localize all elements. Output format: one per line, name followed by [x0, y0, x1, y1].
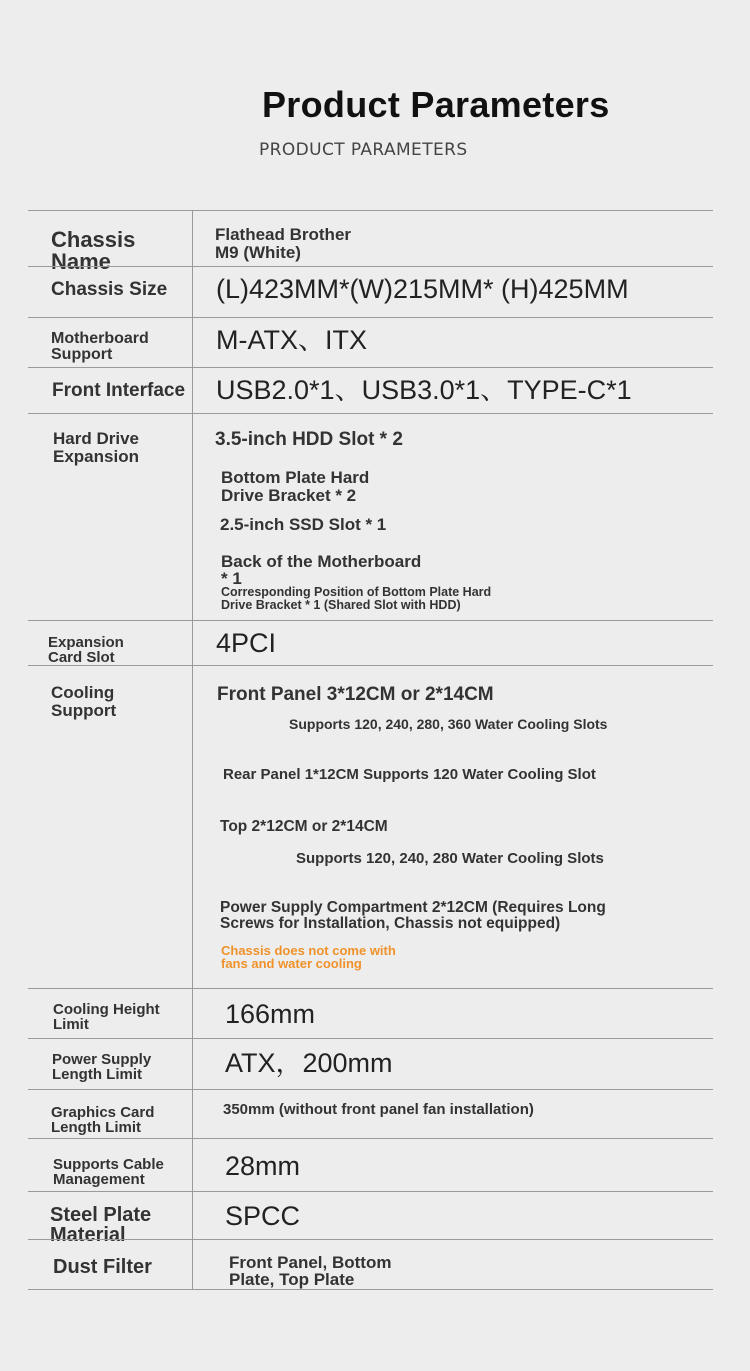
- row-dust: [28, 1239, 713, 1290]
- label-psu-length: Power Supply Length Limit: [52, 1051, 152, 1083]
- row-gpu-length: [28, 1089, 713, 1138]
- hdd-slot: 3.5-inch HDD Slot * 2: [215, 429, 403, 450]
- value-chassis-size: (L)423MM*(W)215MM* (H)425MM: [216, 274, 629, 304]
- label-cable: Supports Cable Management: [53, 1156, 164, 1188]
- row-expansion: [28, 620, 713, 665]
- cooling-note: Chassis does not come with fans and water cooling: [221, 943, 396, 971]
- cooling-top: Top 2*12CM or 2*14CM: [220, 818, 388, 835]
- label-motherboard: Motherboard Support: [51, 330, 149, 363]
- row-front-interface: [28, 367, 713, 413]
- value-psu-length: ATX，200mm: [225, 1048, 393, 1078]
- row-chassis-name: [28, 210, 713, 274]
- row-psu-length: [28, 1038, 713, 1089]
- cooling-front-water: Supports 120, 240, 280, 360 Water Cooling Slots: [289, 716, 608, 732]
- label-cooling-height: Cooling Height Limit: [53, 1001, 160, 1033]
- parameters-table: [28, 210, 713, 1290]
- label-chassis-name: Chassis Name: [51, 227, 136, 274]
- row-cable: [28, 1138, 713, 1191]
- value-expansion: 4PCI: [216, 628, 277, 658]
- row-chassis-size: [28, 266, 713, 317]
- back-of-motherboard: Back of the Motherboard * 1: [221, 552, 422, 588]
- bottom-plate-bracket: Bottom Plate Hard Drive Bracket * 2: [221, 468, 370, 505]
- shared-slot-note: Corresponding Position of Bottom Plate Hard Drive Bracket * 1 (Shared Slot with HDD): [221, 585, 492, 613]
- label-expansion: Expansion Card Slot: [48, 634, 124, 666]
- row-motherboard: [28, 317, 713, 367]
- cooling-psu-compartment: Power Supply Compartment 2*12CM (Requires Long Screws for Installation, Chassis not equipped): [220, 899, 606, 932]
- row-hard-drive: [28, 413, 713, 620]
- value-motherboard: M-ATX、ITX: [216, 325, 367, 355]
- label-gpu-length: Graphics Card Length Limit: [51, 1104, 155, 1136]
- value-dust: Front Panel, Bottom Plate, Top Plate: [229, 1253, 392, 1289]
- value-steel: SPCC: [225, 1201, 301, 1231]
- row-steel: [28, 1191, 713, 1246]
- label-chassis-size: Chassis Size: [51, 279, 168, 300]
- cooling-top-water: Supports 120, 240, 280 Water Cooling Slots: [296, 850, 604, 867]
- row-cooling: [28, 665, 713, 988]
- label-dust: Dust Filter: [53, 1256, 152, 1278]
- label-cooling: Cooling Support: [51, 683, 117, 720]
- page-title: Product Parameters: [262, 84, 610, 125]
- cooling-front-panel: Front Panel 3*12CM or 2*14CM: [217, 684, 494, 705]
- row-cooling-height: [28, 988, 713, 1038]
- value-chassis-name: Flathead Brother M9 (White): [215, 225, 352, 262]
- page-subtitle: PRODUCT PARAMETERS: [259, 140, 468, 160]
- label-hard-drive: Hard Drive Expansion: [53, 429, 139, 466]
- cooling-rear-panel: Rear Panel 1*12CM Supports 120 Water Cooling Slot: [223, 766, 596, 783]
- value-front-interface: USB2.0*1、USB3.0*1、TYPE-C*1: [216, 375, 632, 405]
- label-steel: Steel Plate Material: [50, 1204, 152, 1246]
- value-cable: 28mm: [225, 1151, 301, 1181]
- value-cooling-height: 166mm: [225, 999, 316, 1029]
- value-gpu-length: 350mm (without front panel fan installation): [223, 1101, 534, 1118]
- ssd-slot: 2.5-inch SSD Slot * 1: [220, 515, 387, 534]
- label-front-interface: Front Interface: [52, 380, 186, 401]
